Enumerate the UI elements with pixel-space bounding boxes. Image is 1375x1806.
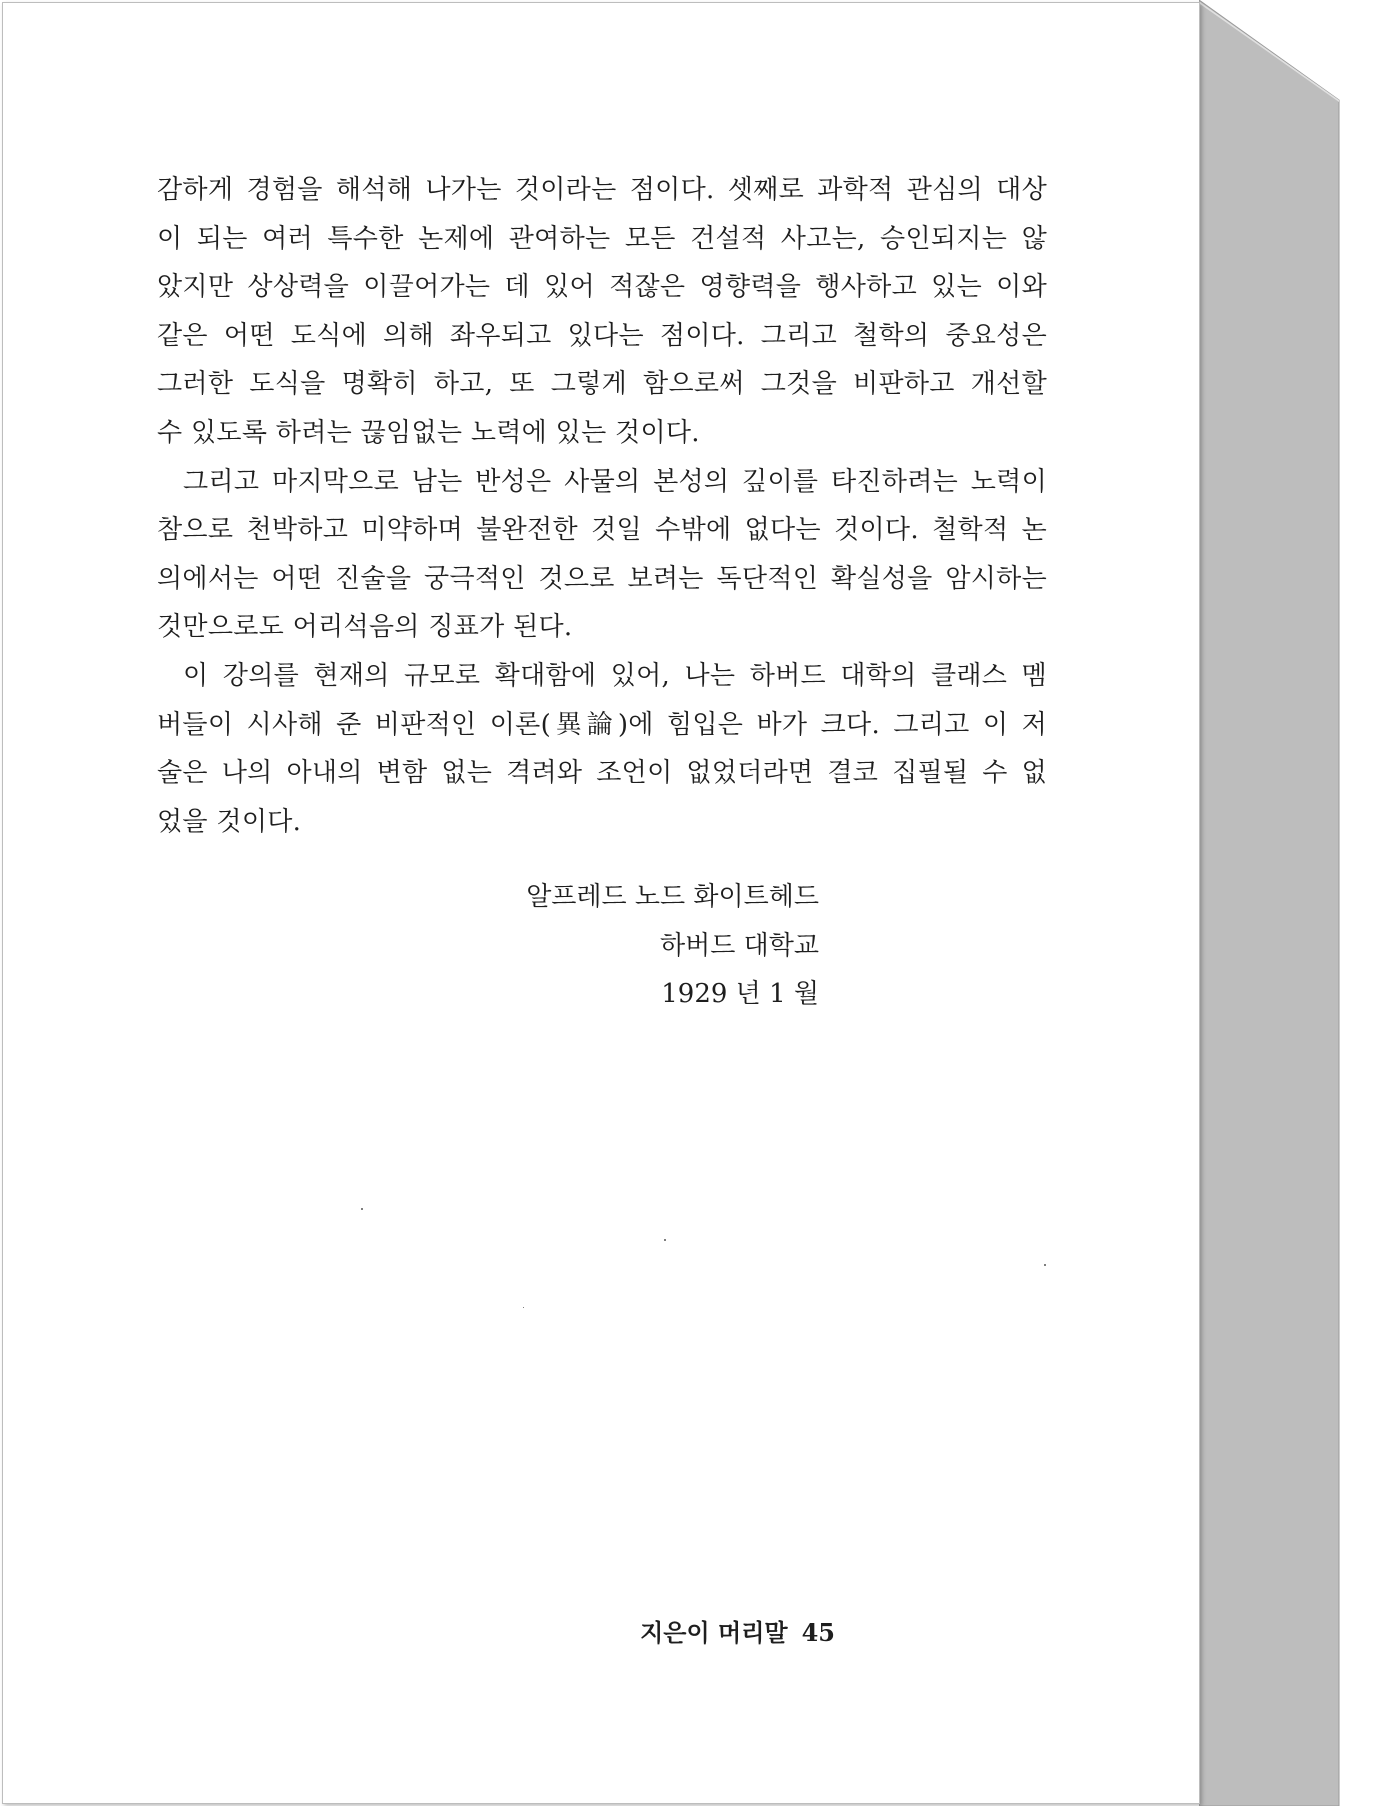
text-line: 버들이 시사해 준 비판적인 이론(異論)에 힘입은 바가 크다. 그리고 이 저 <box>157 709 1047 740</box>
text-line: 았지만 상상력을 이끌어가는 데 있어 적잖은 영향력을 행사하고 있는 이와 <box>157 272 1047 303</box>
author-affiliation: 하버드 대학교 <box>660 930 819 961</box>
scan-speck <box>361 1208 363 1210</box>
text-line: 감하게 경험을 해석해 나가는 것이라는 점이다. 셋째로 과학적 관심의 대상 <box>157 175 1047 205</box>
scan-speck <box>1044 1264 1046 1266</box>
text-line: 이 강의를 현재의 규모로 확대함에 있어, 나는 하버드 대학의 클래스 멤 <box>183 660 1047 691</box>
text-line: 참으로 천박하고 미약하며 불완전한 것일 수밖에 없다는 것이다. 철학적 논 <box>157 515 1047 546</box>
body-text <box>157 166 1047 846</box>
paragraph-1 <box>157 166 1047 458</box>
signature-date: 1929 년 1 월 <box>661 979 819 1009</box>
text-line: 수 있도록 하려는 끊임없는 노력에 있는 것이다. <box>157 417 700 448</box>
text-line: 술은 나의 아내의 변함 없는 격려와 조언이 없었더라면 결코 집필될 수 없 <box>157 758 1047 789</box>
page-number: 45 <box>801 1618 835 1647</box>
scan-speck <box>664 1239 666 1241</box>
text-line: 것만으로도 어리석음의 징표가 된다. <box>157 612 573 643</box>
text-line: 같은 어떤 도식에 의해 좌우되고 있다는 점이다. 그리고 철학의 중요성은 <box>157 320 1047 351</box>
text-line: 었을 것이다. <box>157 806 302 837</box>
text-line: 그리고 마지막으로 남는 반성은 사물의 본성의 깊이를 타진하려는 노력이 <box>183 466 1047 497</box>
text-line: 그러한 도식을 명확히 하고, 또 그렇게 함으로써 그것을 비판하고 개선할 <box>157 369 1047 400</box>
signature-block <box>526 873 819 1019</box>
text-line: 의에서는 어떤 진술을 궁극적인 것으로 보려는 독단적인 확실성을 암시하는 <box>157 563 1047 594</box>
page-footer <box>640 1613 835 1648</box>
paragraph-2 <box>157 458 1047 652</box>
author-name: 알프레드 노드 화이트헤드 <box>526 882 819 912</box>
scan-speck <box>523 1307 524 1308</box>
paragraph-3 <box>157 652 1047 846</box>
running-title: 지은이 머리말 <box>640 1618 788 1647</box>
page-edge-shadow <box>1199 0 1375 1806</box>
text-line: 이 되는 여러 특수한 논제에 관여하는 모든 건설적 사고는, 승인되지는 않 <box>157 223 1047 254</box>
book-page <box>2 2 1200 1804</box>
